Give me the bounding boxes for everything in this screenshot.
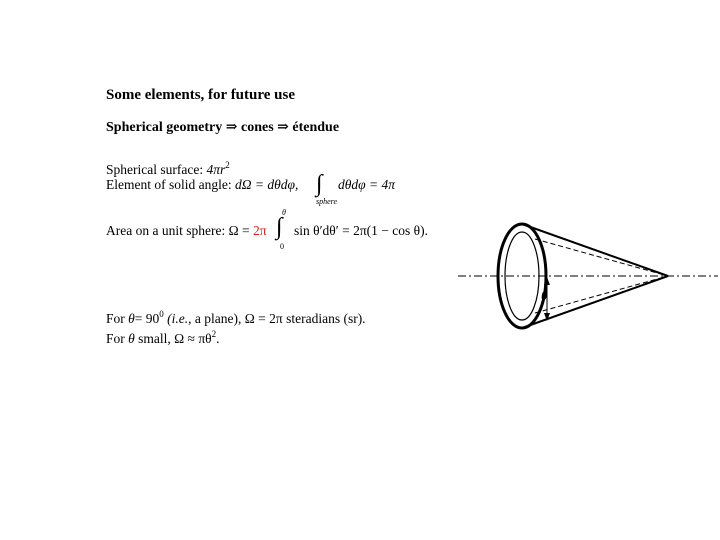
unit-sphere-area-label: Area on a unit sphere: <box>106 223 226 238</box>
implies-arrow-icon: ⇒ <box>225 120 238 135</box>
small-angle-prefix: For <box>106 331 125 346</box>
spherical-surface-exponent: 2 <box>225 160 230 170</box>
cone-inner-lower-edge <box>535 276 668 313</box>
implies-arrow-icon: ⇒ <box>277 120 289 135</box>
sphere-integral-result: dθdφ = 4π <box>338 177 395 192</box>
plane-case-equals: = 90 <box>134 311 160 326</box>
plane-case-prefix: For <box>106 311 125 326</box>
small-angle-rest: small, Ω ≈ πθ <box>138 331 212 346</box>
solid-angle-label: Element of solid angle: <box>106 177 232 192</box>
spherical-surface-label: Spherical surface: <box>106 162 204 177</box>
solid-angle-element: dΩ = dθdφ, <box>234 177 299 192</box>
unit-sphere-area-coef: 2π <box>253 223 267 238</box>
sphere-integral-sign: ∫ <box>316 171 323 197</box>
area-integral-body: sin θ′dθ′ = 2π(1 − cos θ). <box>294 223 428 238</box>
area-integral-upper-limit: θ <box>282 208 286 217</box>
slide-title: Some elements, for future use <box>106 87 295 103</box>
sphere-integral-subscript: sphere <box>316 197 338 206</box>
plane-case-rest: , a plane), Ω = 2π steradians (sr). <box>188 311 366 326</box>
subtitle-part-cones: cones <box>240 120 274 135</box>
angle-theta-label: θ <box>541 288 548 303</box>
small-angle-end: . <box>216 331 220 346</box>
small-angle-theta: θ <box>128 331 135 346</box>
plane-case-ie: (i.e. <box>167 311 189 326</box>
area-integral-sign: ∫ <box>276 214 283 240</box>
subtitle-part-etendue: étendue <box>292 120 340 135</box>
small-angle-exponent: 2 <box>211 329 217 339</box>
subtitle-part-geometry: Spherical geometry <box>106 120 223 135</box>
cone-inner-upper-edge <box>535 239 668 276</box>
degree-mark: 0 <box>159 309 164 319</box>
spherical-surface-formula: 4πr <box>206 162 226 177</box>
area-integral-lower-limit: 0 <box>280 242 284 251</box>
plane-case-theta: θ <box>128 311 135 326</box>
unit-sphere-area-lhs: Ω = <box>228 223 250 238</box>
